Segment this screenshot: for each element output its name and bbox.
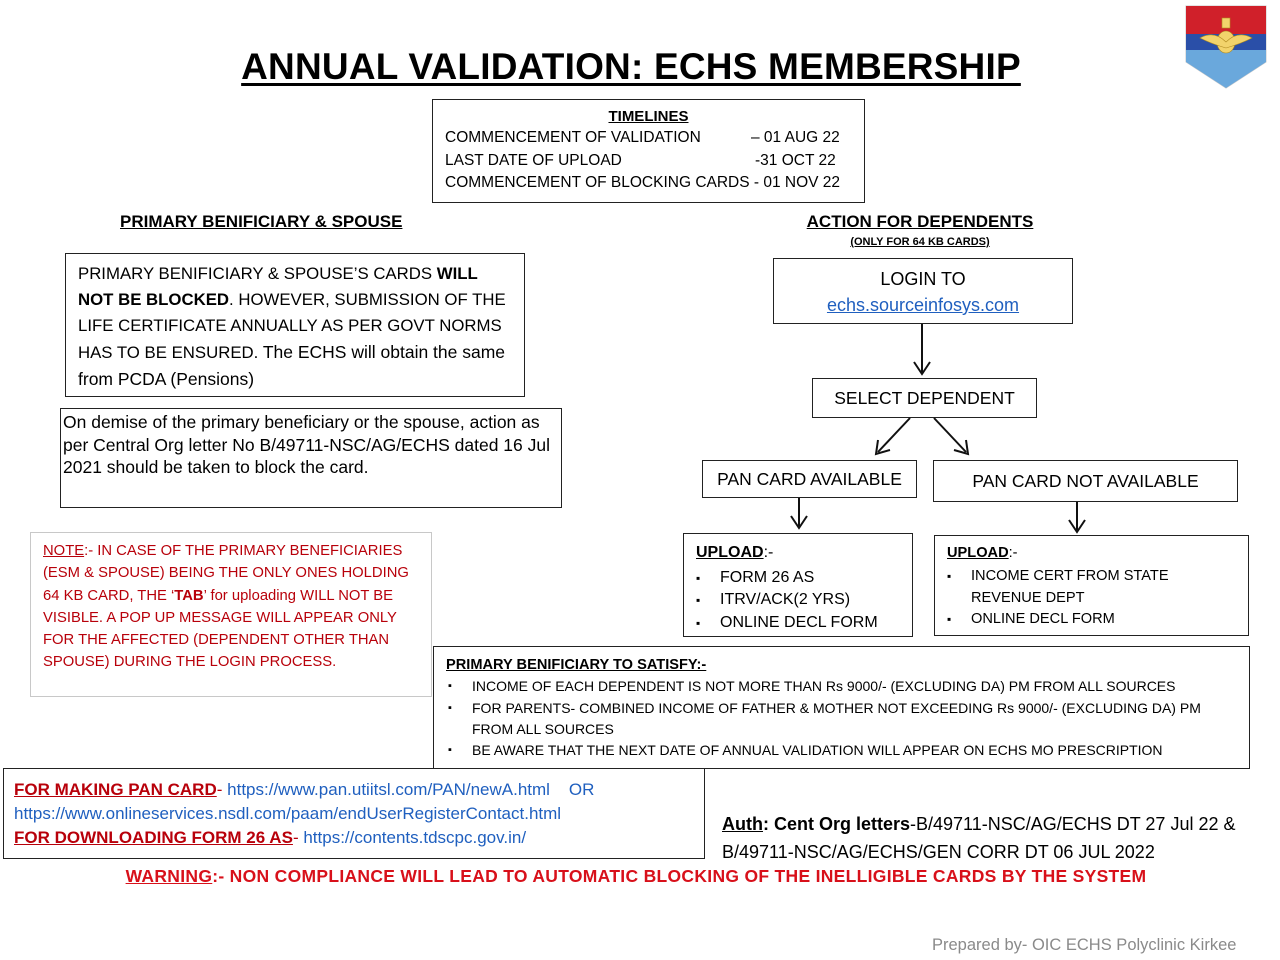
ex-servicemen-emblem-icon	[1184, 4, 1268, 90]
auth-line-2: B/49711-NSC/AG/ECHS/GEN CORR DT 06 JUL 2022	[722, 842, 1155, 862]
dependents-heading: ACTION FOR DEPENDENTS	[806, 212, 1034, 231]
demise-box: On demise of the primary beneficiary or the spouse, action as per Central Org letter No B/49711-NSC/AG/ECHS dated 16 Jul 2021 should be taken to block the card.	[60, 408, 562, 508]
list-item: ▪ INCOME OF EACH DEPENDENT IS NOT MORE THAN Rs 9000/- (EXCLUDING DA) PM FROM ALL SOURCES	[446, 676, 1237, 697]
pan-links-line	[14, 778, 694, 802]
pb-text-2: . HOWEVER, SUBMISSION OF THE LIFE CERTIFICATE ANNUALLY AS PER GOVT NORMS HAS TO BE ENSURED.	[78, 290, 506, 362]
login-box	[773, 258, 1073, 324]
form-links-line	[14, 826, 694, 850]
note-text-1: :- IN CASE OF THE PRIMARY BENEFICIARIES (ESM & SPOUSE) BEING THE ONLY ONES HOLDING 64 KB CARD, THE ‘	[43, 543, 409, 604]
pan-not-available-box: PAN CARD NOT AVAILABLE	[933, 460, 1238, 502]
login-label: LOGIN TO	[880, 269, 966, 289]
upload-heading: UPLOAD	[696, 544, 764, 561]
primary-beneficiary-box	[65, 253, 525, 397]
arrow-select-to-nopan	[934, 418, 966, 452]
auth-label: Auth	[722, 814, 763, 834]
upload-pan-box	[683, 533, 913, 637]
arrow-select-to-pan	[878, 418, 910, 452]
primary-beneficiary-heading: PRIMARY BENIFICIARY & SPOUSE	[120, 212, 403, 231]
warning-banner	[0, 866, 1272, 887]
timeline-label: COMMENCEMENT OF VALIDATION	[445, 129, 701, 146]
note-tab-text: TAB	[174, 587, 204, 604]
note-text-2: ’ for uploading WILL NOT BE VISIBLE. A POP UP MESSAGE WILL APPEAR ONLY FOR THE AFFECTED (DEPENDENT OTHER THAN SPOUSE) DURING THE LOGIN PROCESS.	[43, 587, 397, 671]
list-item: ▪ ITRV/ACK(2 YRS)	[696, 589, 900, 612]
satisfy-heading: PRIMARY BENIFICIARY TO SATISFY:-	[446, 657, 707, 673]
timeline-value: -31 OCT 22	[755, 151, 836, 169]
satisfy-list	[446, 676, 1237, 761]
upload-suffix: :-	[763, 544, 774, 561]
auth-bold: : Cent Org letters	[762, 814, 911, 834]
select-dependent-box: SELECT DEPENDENT	[812, 378, 1037, 418]
list-item: ▪ FORM 26 AS	[696, 567, 900, 590]
pb-text-3: The ECHS will obtain the same from PCDA (Pensions)	[78, 342, 506, 389]
timeline-value: – 01 AUG 22	[751, 129, 840, 146]
warning-text: :- NON COMPLIANCE WILL LEAD TO AUTOMATIC BLOCKING OF THE INELLIGIBLE CARDS BY THE SYSTEM	[212, 866, 1147, 886]
upload-no-pan-list	[947, 566, 1236, 630]
timeline-value: - 01 NOV 22	[753, 174, 841, 191]
timelines-heading: TIMELINES	[608, 108, 689, 125]
timeline-label: LAST DATE OF UPLOAD	[445, 151, 622, 169]
satisfy-box	[433, 646, 1250, 769]
list-item: ▪ ONLINE DECL FORM	[696, 612, 900, 635]
timeline-row	[445, 172, 852, 195]
dash-separator: -	[216, 780, 223, 799]
pan-card-label: FOR MAKING PAN CARD	[14, 780, 217, 799]
list-item: ▪ BE AWARE THAT THE NEXT DATE OF ANNUAL VALIDATION WILL APPEAR ON ECHS MO PRESCRIPTION	[446, 740, 1237, 761]
dash-separator: -	[292, 828, 299, 847]
list-item: ▪ INCOME CERT FROM STATE REVENUE DEPT	[947, 566, 1236, 609]
auth-line-1: -B/49711-NSC/AG/ECHS DT 27 Jul 22 &	[910, 814, 1236, 834]
prepared-by-footer: Prepared by- OIC ECHS Polyclinic Kirkee	[932, 936, 1237, 954]
list-item: ▪ FOR PARENTS- COMBINED INCOME OF FATHER & MOTHER NOT EXCEEDING Rs 9000/- (EXCLUDING DA) PM FROM ALL SOURCES	[446, 698, 1237, 741]
upload-heading: UPLOAD	[947, 545, 1009, 561]
dependents-subheading: (ONLY FOR 64 KB CARDS)	[850, 236, 990, 248]
login-link[interactable]: echs.sourceinfosys.com	[826, 295, 1020, 315]
links-box	[3, 768, 705, 859]
pan-url-2-link[interactable]: https://www.onlineservices.nsdl.com/paam/endUserRegisterContact.html	[14, 804, 562, 823]
page-title: ANNUAL VALIDATION: ECHS MEMBERSHIP	[241, 46, 1021, 87]
pan-available-box: PAN CARD AVAILABLE	[702, 460, 917, 498]
upload-pan-list	[696, 567, 900, 635]
pan-url-1-link[interactable]: https://www.pan.utiitsl.com/PAN/newA.html	[227, 780, 550, 799]
note-label: NOTE	[43, 543, 85, 559]
pb-text-1: PRIMARY BENIFICIARY & SPOUSE’S CARDS	[78, 264, 437, 283]
timeline-row	[445, 127, 852, 150]
form-url-link[interactable]: https://contents.tdscpc.gov.in/	[303, 828, 527, 847]
warning-label: WARNING	[125, 866, 213, 886]
list-item: ▪ ONLINE DECL FORM	[947, 609, 1236, 630]
timelines-box	[432, 99, 865, 203]
form-26as-label: FOR DOWNLOADING FORM 26 AS	[14, 828, 293, 847]
upload-suffix: :-	[1008, 545, 1018, 561]
timeline-row	[445, 150, 852, 173]
or-text: OR	[568, 780, 595, 799]
pb-bold-text: WILL NOT BE BLOCKED	[78, 264, 478, 309]
timeline-label: COMMENCEMENT OF BLOCKING CARDS	[445, 174, 750, 191]
note-box	[30, 532, 432, 697]
upload-no-pan-box	[934, 535, 1249, 636]
authority-text	[722, 810, 1235, 866]
